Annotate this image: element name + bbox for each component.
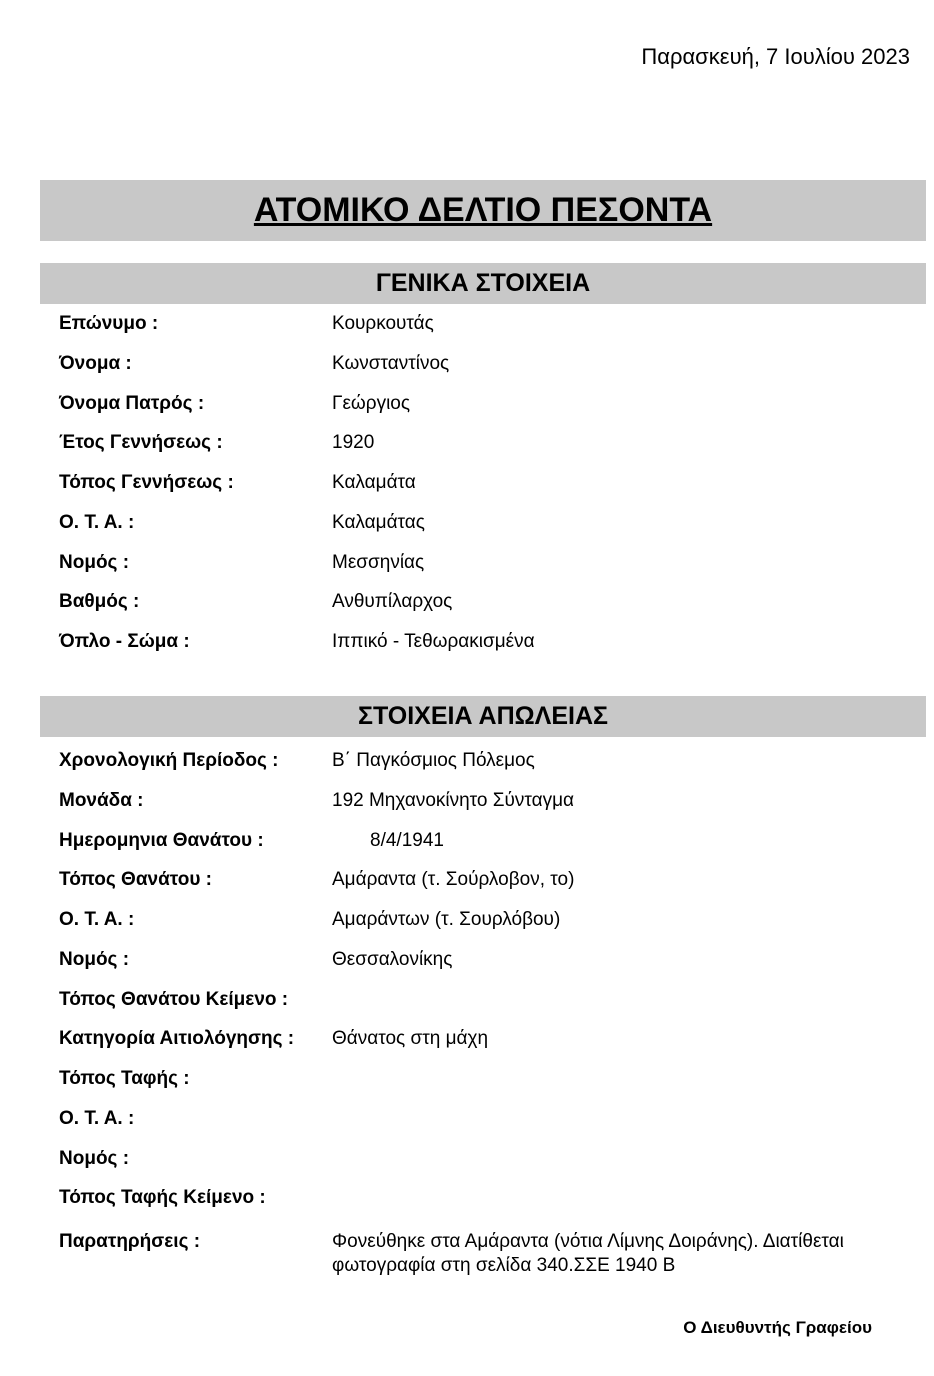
field-label: Νομός : xyxy=(59,948,130,970)
field-label: Όνομα : xyxy=(59,352,132,374)
signature-line: Ο Διευθυντής Γραφείου xyxy=(683,1318,872,1337)
field-row-birth-place xyxy=(59,472,919,512)
field-row-burial-municipality xyxy=(59,1108,919,1148)
field-label: Τόπος Θανάτου : xyxy=(59,869,212,891)
field-row-death-date xyxy=(59,830,919,870)
general-fields xyxy=(59,313,919,671)
document-date: Παρασκευή, 7 Ιουλίου 2023 xyxy=(641,44,910,69)
field-value: 1920 xyxy=(332,432,375,454)
field-row-surname xyxy=(59,313,919,353)
field-value: Β΄ Παγκόσμιος Πόλεμος xyxy=(332,750,535,771)
field-label: Κατηγορία Αιτιολόγησης : xyxy=(59,1028,295,1050)
field-label: Μονάδα : xyxy=(59,789,144,811)
field-label: Επώνυμο : xyxy=(59,313,159,334)
field-row-death-prefecture xyxy=(59,949,919,989)
field-label: Βαθμός : xyxy=(59,591,140,613)
field-label: Όνομα Πατρός : xyxy=(59,392,205,414)
field-row-burial-place xyxy=(59,1068,919,1108)
field-value: 192 Μηχανοκίνητο Σύνταγμα xyxy=(332,789,575,811)
field-value: Γεώργιος xyxy=(332,392,411,414)
field-row-father-name xyxy=(59,393,919,433)
field-row-death-place xyxy=(59,869,919,909)
title-banner xyxy=(40,180,926,241)
field-row-birth-year xyxy=(59,432,919,472)
field-row-burial-place-text xyxy=(59,1187,919,1227)
field-row-first-name xyxy=(59,353,919,393)
field-row-period xyxy=(59,750,919,790)
field-label: Ημερομηνια Θανάτου : xyxy=(59,829,264,851)
field-row-death-municipality xyxy=(59,909,919,949)
field-label: Τόπος Θανάτου Κείμενο : xyxy=(59,988,289,1010)
field-label: Έτος Γεννήσεως : xyxy=(59,432,223,454)
field-value: Θάνατος στη μάχη xyxy=(332,1028,489,1050)
field-value: Αμάραντα (τ. Σούρλοβον, το) xyxy=(332,869,575,891)
field-row-branch-corps xyxy=(59,631,919,671)
field-label: Παρατηρήσεις : xyxy=(59,1231,201,1252)
field-label: Όπλο - Σώμα : xyxy=(59,631,190,652)
field-row-cause-category xyxy=(59,1028,919,1068)
loss-section-heading: ΣΤΟΙΧΕΙΑ ΑΠΩΛΕΙΑΣ xyxy=(40,696,926,737)
field-row-unit xyxy=(59,790,919,830)
field-row-prefecture xyxy=(59,552,919,592)
field-label: Νομός : xyxy=(59,551,130,573)
field-value: 8/4/1941 xyxy=(370,829,444,851)
document-title: ΑΤΟΜΙΚΟ ΔΕΛΤΙΟ ΠΕΣΟΝΤΑ xyxy=(253,191,713,229)
field-label: Ο. Τ. Α. : xyxy=(59,909,135,930)
field-value: Θεσσαλονίκης xyxy=(332,948,453,970)
field-value: Καλαμάτας xyxy=(332,511,425,533)
field-label: Ο. Τ. Α. : xyxy=(59,1107,135,1129)
field-value: Ανθυπίλαρχος xyxy=(332,591,453,613)
field-label: Χρονολογική Περίοδος : xyxy=(59,750,279,771)
field-value: Κωνσταντίνος xyxy=(332,352,450,374)
field-value: Φονεύθηκε στα Αμάραντα (νότια Λίμνης Δοιράνης). Διατίθεται φωτογραφία στη σελίδα 340.ΣΣΕ 1940 Β xyxy=(332,1231,844,1276)
field-row-rank xyxy=(59,591,919,631)
field-row-burial-prefecture xyxy=(59,1148,919,1188)
field-label: Τόπος Ταφής Κείμενο : xyxy=(59,1187,266,1209)
field-row-municipality xyxy=(59,512,919,552)
field-label: Τόπος Ταφής : xyxy=(59,1068,190,1089)
field-row-remarks xyxy=(59,1227,919,1287)
field-label: Τόπος Γεννήσεως : xyxy=(59,472,234,493)
loss-fields xyxy=(59,750,919,1287)
general-section-heading: ΓΕΝΙΚΑ ΣΤΟΙΧΕΙΑ xyxy=(40,263,926,304)
field-row-death-place-text xyxy=(59,989,919,1029)
field-value: Αμαράντων (τ. Σουρλόβου) xyxy=(332,909,561,930)
field-value: Καλαμάτα xyxy=(332,472,416,493)
field-label: Νομός : xyxy=(59,1147,130,1169)
field-label: Ο. Τ. Α. : xyxy=(59,511,135,533)
field-value: Ιππικό - Τεθωρακισμένα xyxy=(332,631,535,652)
field-value: Κουρκουτάς xyxy=(332,313,434,334)
field-value: Μεσσηνίας xyxy=(332,551,425,573)
